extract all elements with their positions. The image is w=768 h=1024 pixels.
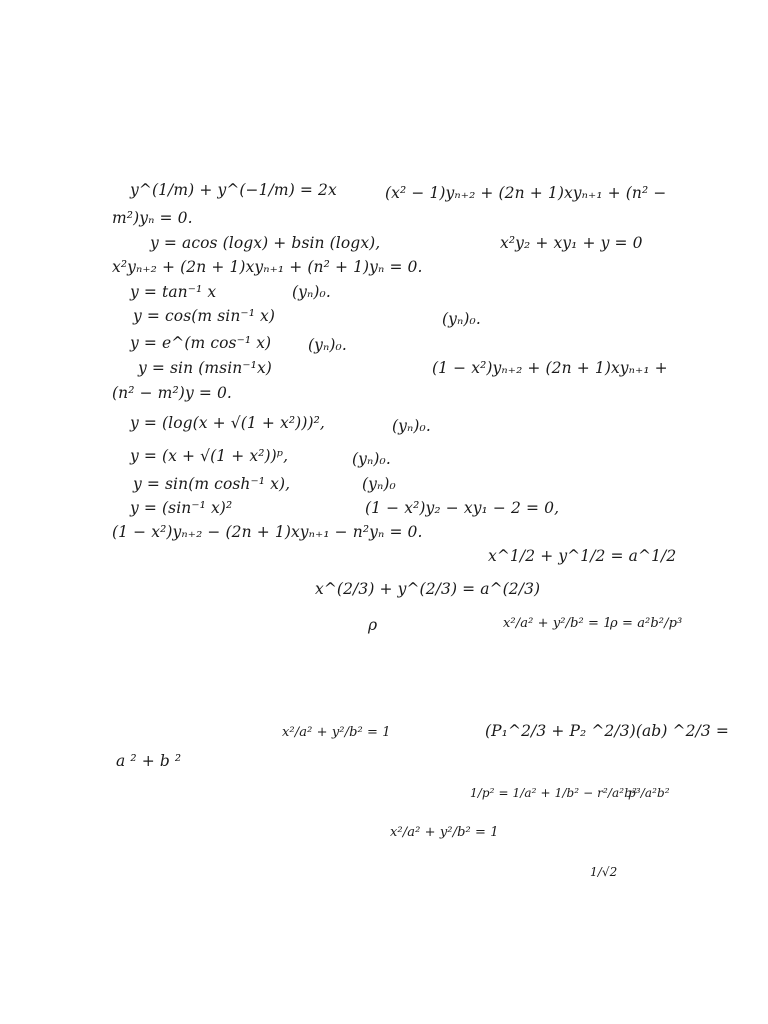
equation: (1 − x²)yₙ₊₂ − (2n + 1)xyₙ₊₁ − n²yₙ = 0. [112,523,423,541]
equation: (yₙ)₀. [392,417,431,435]
equation: m²)yₙ = 0. [112,209,193,227]
equation: ρ = a²b²/p³ [610,616,683,631]
equation: x²/a² + y²/b² = 1 [282,725,391,740]
equation: y = (sin⁻¹ x)² [130,499,233,517]
equation: y = cos(m sin⁻¹ x) [133,307,276,325]
equation: (1 − x²)y₂ − xy₁ − 2 = 0, [365,499,560,517]
equation: x²/a² + y²/b² = 1 [503,616,612,631]
equation: (yₙ)₀. [308,336,347,354]
equation: (1 − x²)yₙ₊₂ + (2n + 1)xyₙ₊₁ + [432,359,668,377]
equation: y = (log(x + √(1 + x²)))², [130,414,325,432]
equation: x²/a² + y²/b² = 1 [390,825,499,840]
equation: (x² − 1)yₙ₊₂ + (2n + 1)xyₙ₊₁ + (n² − [385,184,667,202]
equation: y^(1/m) + y^(−1/m) = 2x [130,181,337,199]
equation: a ² + b ² [116,752,182,770]
equation: x^(2/3) + y^(2/3) = a^(2/3) [315,580,541,598]
equation: x²yₙ₊₂ + (2n + 1)xyₙ₊₁ + (n² + 1)yₙ = 0. [112,258,423,276]
equation: (yₙ)₀. [352,450,391,468]
equation: (n² − m²)y = 0. [112,384,232,402]
equation: (P₁^2/3 + P₂ ^2/3)(ab) ^2/3 = [485,722,729,740]
equation: y = tan⁻¹ x [130,283,217,301]
equation: (yₙ)₀ [362,475,396,493]
equation: y = sin (msin⁻¹x) [138,359,272,377]
equation: y = e^(m cos⁻¹ x) [130,334,272,352]
equation: (yₙ)₀. [292,283,331,301]
equation: x^1/2 + y^1/2 = a^1/2 [488,547,677,565]
equation: 1/√2 [590,865,618,879]
equation: 1/p² = 1/a² + 1/b² − r²/a²b² [470,786,637,800]
equation: y = sin(m cosh⁻¹ x), [133,475,291,493]
equation: ρ [368,616,378,634]
equation: (yₙ)₀. [442,310,481,328]
equation: y = (x + √(1 + x²))ᵖ, [130,447,289,465]
equation: y = acos (logx) + bsin (logx), [150,234,381,252]
equation: p³/a²b² [628,786,670,800]
equation: x²y₂ + xy₁ + y = 0 [500,234,643,252]
